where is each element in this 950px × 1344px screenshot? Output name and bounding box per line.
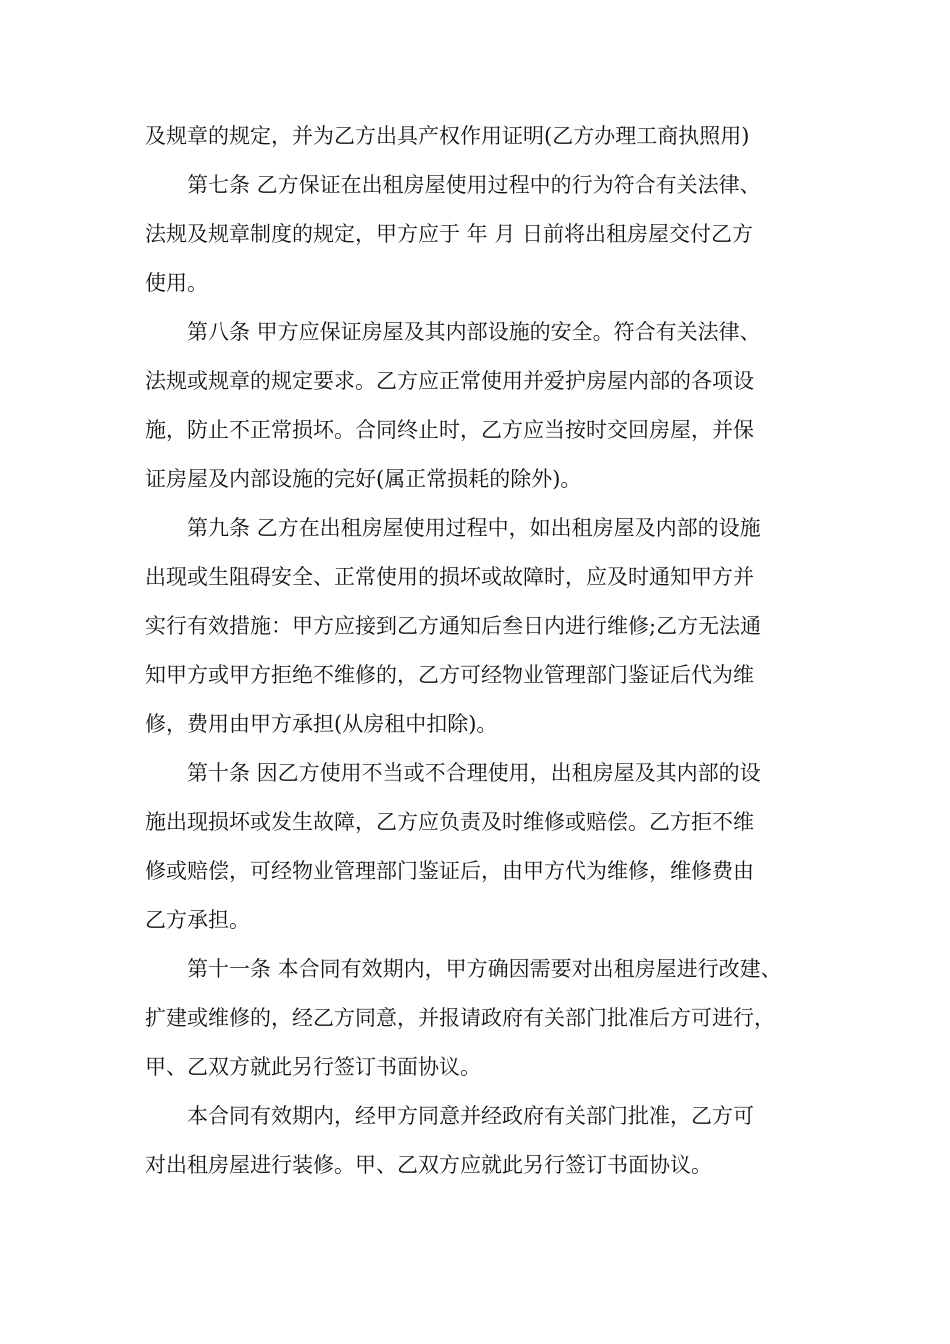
text-line: 证房屋及内部设施的完好(属正常损耗的除外)。 bbox=[145, 467, 582, 491]
text-line: 知甲方或甲方拒绝不维修的，乙方可经物业管理部门鉴证后代为维 bbox=[145, 663, 754, 687]
text-line: 及规章的规定，并为乙方出具产权作用证明(乙方办理工商执照用) bbox=[145, 124, 750, 148]
text-line: 对出租房屋进行装修。甲、乙双方应就此另行签订书面协议。 bbox=[145, 1153, 712, 1177]
text-line: 使用。 bbox=[145, 271, 208, 295]
text-line: 法规或规章的规定要求。乙方应正常使用并爱护房屋内部的各项设 bbox=[145, 369, 754, 393]
text-line: 第九条 乙方在出租房屋使用过程中，如出租房屋及内部的设施 bbox=[145, 516, 761, 540]
text-line: 修或赔偿，可经物业管理部门鉴证后，由甲方代为维修，维修费由 bbox=[145, 859, 754, 883]
text-line: 法规及规章制度的规定，甲方应于 年 月 日前将出租房屋交付乙方 bbox=[145, 222, 754, 246]
text-line: 施，防止不正常损坏。合同终止时，乙方应当按时交回房屋，并保 bbox=[145, 418, 754, 442]
text-line: 实行有效措施：甲方应接到乙方通知后叁日内进行维修;乙方无法通 bbox=[145, 614, 762, 638]
text-line: 扩建或维修的，经乙方同意，并报请政府有关部门批准后方可进行， bbox=[145, 1006, 775, 1030]
text-line: 第十条 因乙方使用不当或不合理使用，出租房屋及其内部的设 bbox=[145, 761, 761, 785]
text-line: 本合同有效期内，经甲方同意并经政府有关部门批准，乙方可 bbox=[145, 1104, 754, 1128]
text-line: 出现或生阻碍安全、正常使用的损坏或故障时，应及时通知甲方并 bbox=[145, 565, 754, 589]
text-line: 第八条 甲方应保证房屋及其内部设施的安全。符合有关法律、 bbox=[145, 320, 761, 344]
text-line: 乙方承担。 bbox=[145, 908, 250, 932]
contract-body-text bbox=[145, 118, 825, 1196]
text-line: 甲、乙双方就此另行签订书面协议。 bbox=[145, 1055, 481, 1079]
text-line: 施出现损坏或发生故障，乙方应负责及时维修或赔偿。乙方拒不维 bbox=[145, 810, 754, 834]
text-line: 修，费用由甲方承担(从房租中扣除)。 bbox=[145, 712, 498, 736]
text-line: 第七条 乙方保证在出租房屋使用过程中的行为符合有关法律、 bbox=[145, 173, 761, 197]
text-line: 第十一条 本合同有效期内，甲方确因需要对出租房屋进行改建、 bbox=[145, 957, 782, 981]
